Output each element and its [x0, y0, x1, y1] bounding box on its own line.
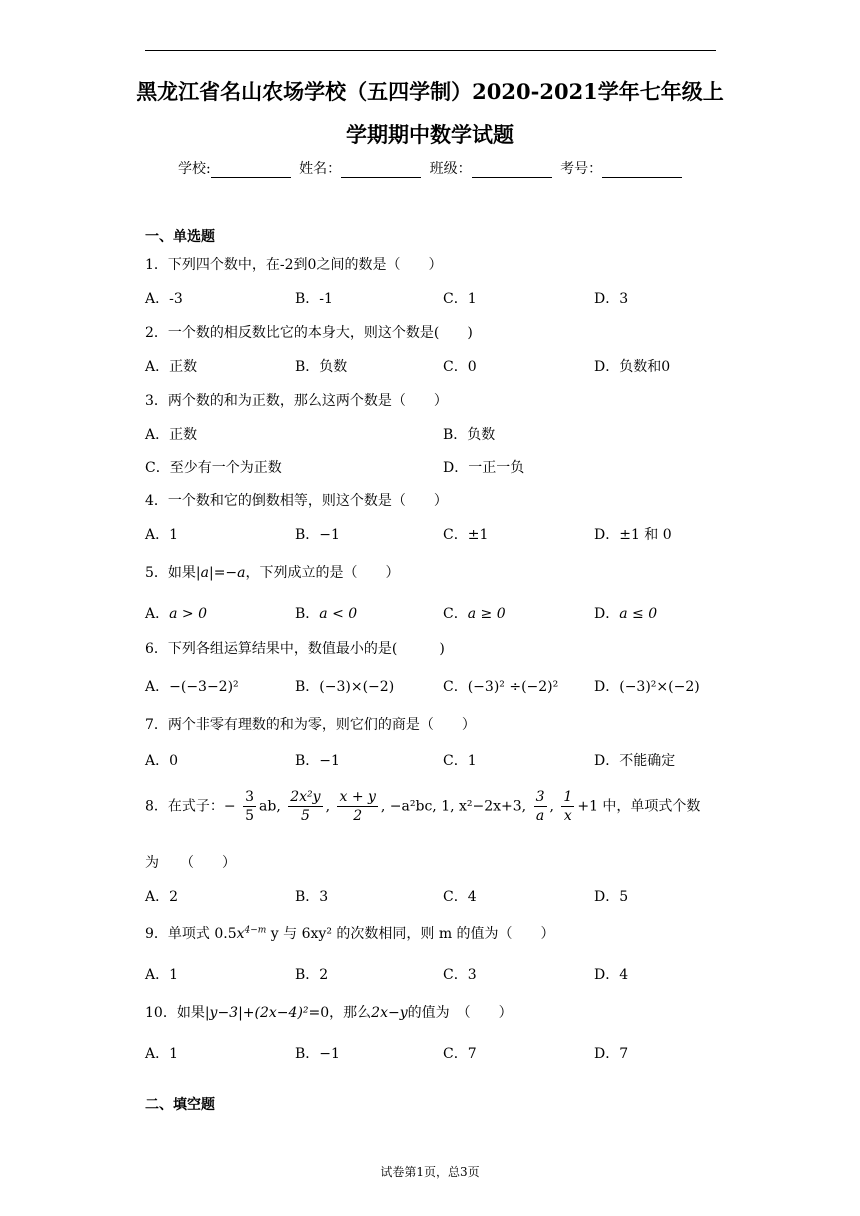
- q2-option-b[interactable]: B．负数: [295, 359, 348, 375]
- q8-fraction-4: [534, 788, 547, 825]
- q8-fraction-1-den: 5: [245, 808, 255, 824]
- page-footer: 试卷第1页，总3页: [380, 1165, 480, 1179]
- q8-fraction-3-num: x + y: [339, 789, 376, 805]
- section-heading-single-choice: 一、单选题: [145, 229, 215, 245]
- class-label: 班级：: [429, 161, 472, 177]
- school-label: 学校:: [178, 161, 211, 177]
- q1-option-c[interactable]: C．1: [443, 291, 477, 307]
- q6-option-a[interactable]: [145, 676, 239, 696]
- q5-option-c-math: a ≥ 0: [467, 606, 506, 622]
- q8-fraction-3: [337, 788, 377, 825]
- q5-option-d[interactable]: [594, 603, 657, 623]
- q5-option-b-math: a < 0: [319, 606, 358, 622]
- q8-fraction-5-den: x: [563, 808, 572, 824]
- q9-base: x: [236, 926, 245, 942]
- student-info-line: [178, 158, 686, 178]
- q4-option-d[interactable]: D．±1 和 0: [594, 527, 672, 543]
- q3-option-d[interactable]: D．一正一负: [443, 460, 525, 476]
- q6-option-c[interactable]: [443, 676, 558, 696]
- q7-option-b[interactable]: B．−1: [295, 753, 340, 769]
- q2-option-a[interactable]: A．正数: [145, 359, 198, 375]
- q6-option-a-math: −(−3−2)²: [169, 679, 239, 695]
- q5-option-d-math: a ≤ 0: [619, 606, 658, 622]
- q6-option-c-letter: C．: [443, 679, 468, 695]
- q8-option-c[interactable]: C．4: [443, 889, 477, 905]
- q6-option-a-letter: A．: [145, 679, 170, 695]
- q5-suffix: ，下列成立的是（ ）: [245, 565, 400, 581]
- q8-option-d[interactable]: D．5: [594, 889, 629, 905]
- q3-option-c[interactable]: C．至少有一个为正数: [145, 460, 282, 476]
- q8-fraction-5: [561, 788, 574, 825]
- q10-expression-2: 2x−y: [371, 1005, 408, 1021]
- q10-option-a[interactable]: A．1: [145, 1046, 179, 1062]
- q5-option-a-letter: A．: [145, 606, 170, 622]
- q5-option-b[interactable]: [295, 603, 357, 623]
- q10-suffix: 的值为 （ ）: [407, 1005, 513, 1021]
- question-9: [145, 923, 555, 943]
- question-7: 7．两个非零有理数的和为零，则它们的商是（ ）: [145, 717, 476, 733]
- q5-option-c[interactable]: [443, 603, 506, 623]
- q10-option-c[interactable]: C．7: [443, 1046, 477, 1062]
- q5-option-a-math: a > 0: [169, 606, 208, 622]
- question-4: 4．一个数和它的倒数相等，则这个数是（ ）: [145, 493, 448, 509]
- name-label: 姓名：: [299, 161, 342, 177]
- exam-number-label: 考号：: [560, 161, 603, 177]
- q1-option-b[interactable]: B．-1: [295, 291, 333, 307]
- section-heading-fill-in: 二、填空题: [145, 1097, 215, 1113]
- q8-fraction-1: [243, 788, 256, 825]
- q10-prefix: 10．如果: [145, 1005, 205, 1021]
- q9-exponent: 4−m: [244, 925, 267, 936]
- q7-option-a[interactable]: A．0: [145, 753, 179, 769]
- q9-option-a[interactable]: A．1: [145, 967, 179, 983]
- question-5: [145, 562, 400, 582]
- q2-option-d[interactable]: D．负数和0: [594, 359, 671, 375]
- q8-suffix: +1 中，单项式个数: [577, 798, 701, 815]
- question-2: 2．一个数的相反数比它的本身大，则这个数是( ): [145, 325, 473, 341]
- q10-expression: |y−3|+(2x−4)²: [204, 1005, 309, 1021]
- q8-middle: , −a²bc, 1, x²−2x+3,: [380, 798, 527, 815]
- q8-fraction-2-den: 5: [300, 808, 310, 824]
- question-3: 3．两个数的和为正数，那么这两个数是（ ）: [145, 393, 448, 409]
- q8-option-a[interactable]: A．2: [145, 889, 179, 905]
- q9-option-b[interactable]: B．2: [295, 967, 329, 983]
- q5-option-b-letter: B．: [295, 606, 320, 622]
- q6-option-d-math: (−3)²×(−2): [619, 679, 700, 695]
- q6-option-d-letter: D．: [594, 679, 620, 695]
- q7-option-c[interactable]: C．1: [443, 753, 477, 769]
- q6-option-b-letter: B．: [295, 679, 320, 695]
- q9-suffix: y 与 6xy² 的次数相同，则 m 的值为（ ）: [266, 926, 555, 942]
- page-title-line2: 学期期中数学试题: [346, 122, 514, 147]
- q10-option-b[interactable]: B．−1: [295, 1046, 340, 1062]
- q8-fraction-1-num: 3: [245, 789, 255, 805]
- q8-fraction-5-num: 1: [563, 789, 573, 805]
- question-10: [145, 1002, 513, 1022]
- q6-option-b[interactable]: [295, 676, 394, 696]
- q6-option-d[interactable]: [594, 676, 700, 696]
- q10-option-d[interactable]: D．7: [594, 1046, 629, 1062]
- q5-option-a[interactable]: [145, 603, 207, 623]
- q5-option-d-letter: D．: [594, 606, 620, 622]
- q9-option-d[interactable]: D．4: [594, 967, 629, 983]
- q4-option-a[interactable]: A．1: [145, 527, 179, 543]
- q8-option-b[interactable]: B．3: [295, 889, 329, 905]
- q2-option-c[interactable]: C．0: [443, 359, 477, 375]
- q1-option-d[interactable]: D．3: [594, 291, 629, 307]
- name-blank[interactable]: [341, 163, 421, 178]
- q10-middle: =0，那么: [308, 1005, 372, 1021]
- q7-option-d[interactable]: D．不能确定: [594, 753, 676, 769]
- question-8-line2: 为 （ ）: [145, 855, 236, 871]
- q8-fraction-4-num: 3: [535, 789, 545, 805]
- q8-fraction-2-num: 2x²y: [290, 789, 321, 805]
- header-rule: [145, 50, 716, 51]
- q6-option-c-math: (−3)² ÷(−2)²: [467, 679, 559, 695]
- q5-expression: |a|=−a: [195, 565, 246, 581]
- q9-prefix: 9．单项式 0.5: [145, 926, 237, 942]
- q3-option-a[interactable]: A．正数: [145, 427, 198, 443]
- q3-option-b[interactable]: B．负数: [443, 427, 496, 443]
- question-8: 8．在式子：− $\frac{3}{5}$ ab, $\frac{\text{2x²y}}{5}$ , $\frac{x + y}{2}$ , −a²bc, 1, x²−2x+3, $\frac{3}{a}$ , $\frac{1}{x}$ +1 中，单项式个数: [145, 789, 701, 824]
- q8-prefix: 8．在式子：−: [145, 798, 236, 815]
- class-blank[interactable]: [472, 163, 552, 178]
- q4-option-c[interactable]: C．±1: [443, 527, 489, 543]
- q8-fraction-4-den: a: [535, 808, 545, 824]
- q8-fraction-2: [288, 788, 322, 825]
- page-title-line1: 黑龙江省名山农场学校（五四学制）2020-2021学年七年级上: [136, 79, 724, 104]
- q5-option-c-letter: C．: [443, 606, 468, 622]
- school-blank[interactable]: [211, 163, 291, 178]
- q9-option-c[interactable]: C．3: [443, 967, 477, 983]
- q1-option-a[interactable]: A．-3: [145, 291, 183, 307]
- q6-option-b-math: (−3)×(−2): [319, 679, 395, 695]
- question-6: 6．下列各组运算结果中，数值最小的是( ): [145, 641, 445, 657]
- q5-prefix: 5．如果: [145, 565, 196, 581]
- exam-number-blank[interactable]: [602, 163, 682, 178]
- q8-ab: ab,: [259, 798, 281, 815]
- q8-fraction-3-den: 2: [353, 808, 363, 824]
- question-1: 1．下列四个数中，在-2到0之间的数是（ ）: [145, 257, 443, 273]
- q4-option-b[interactable]: B．−1: [295, 527, 340, 543]
